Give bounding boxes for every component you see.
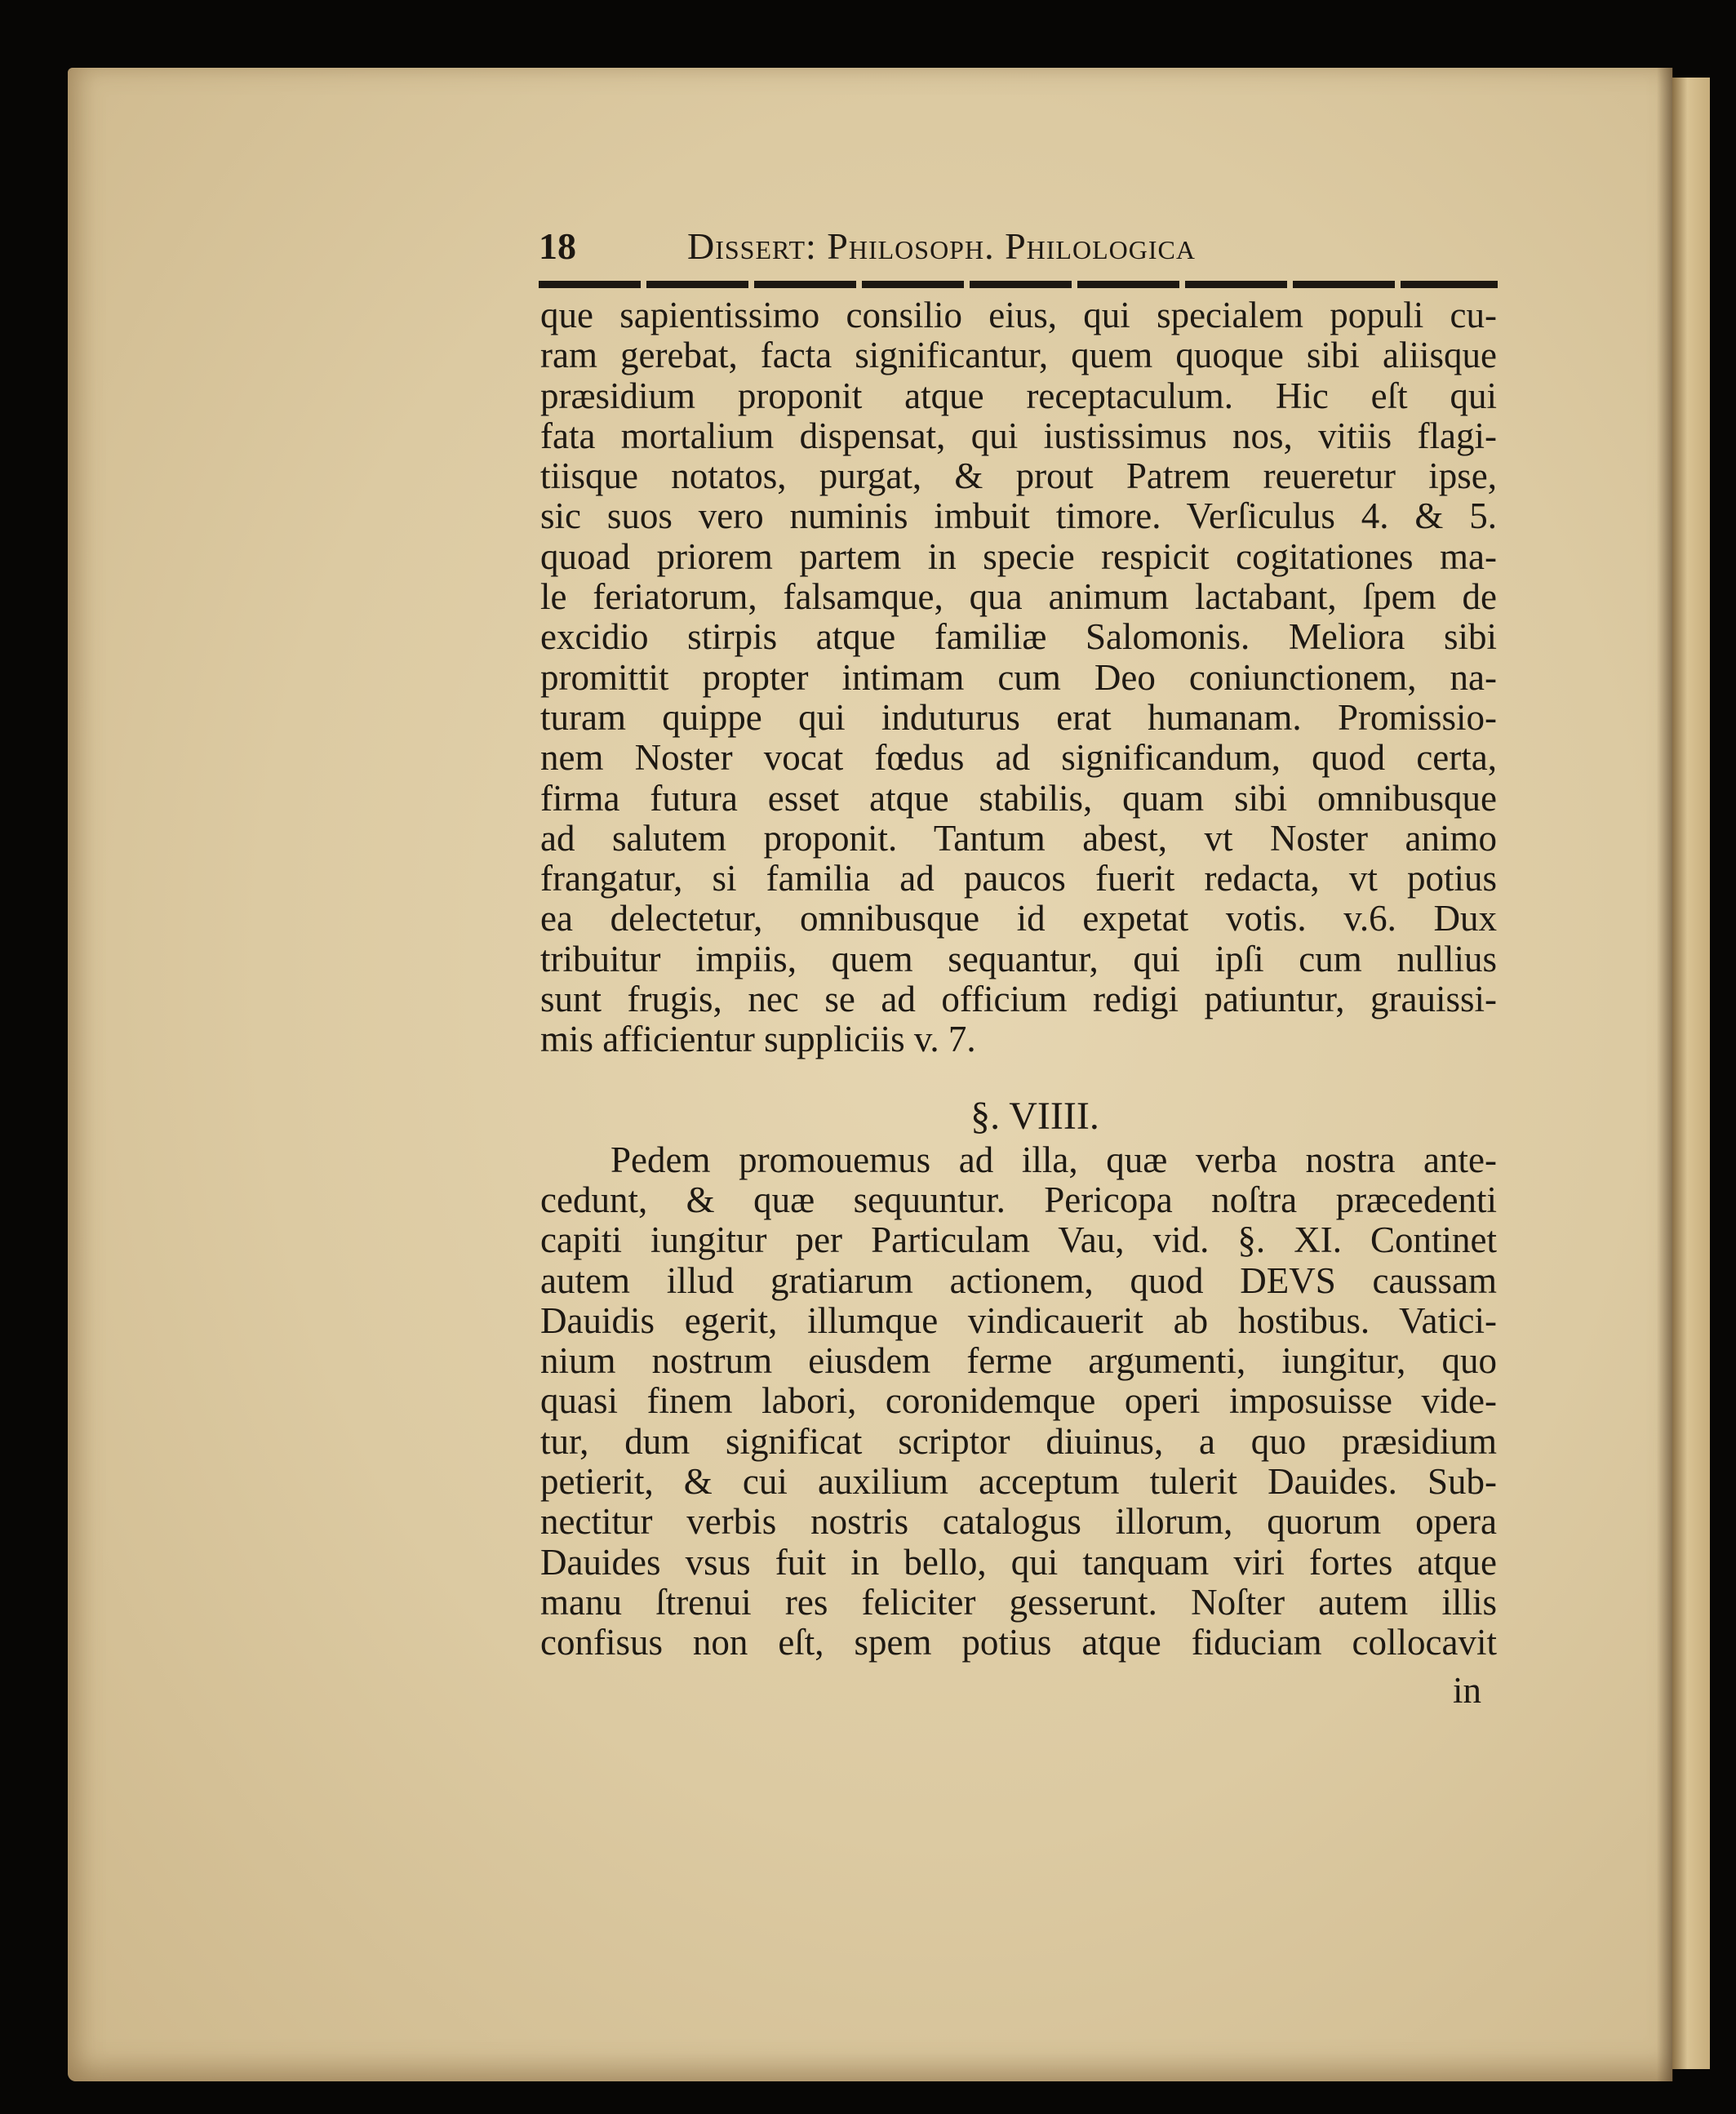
text-line: fata mortalium dispensat, qui iustissimus nos, vitiis flagi- <box>540 415 1497 456</box>
text-line: quoad priorem partem in specie respicit cogitationes ma- <box>540 535 1497 577</box>
text-line: Pedem promouemus ad illa, quæ verba nostra ante- <box>610 1139 1497 1180</box>
text-line: promittit propter intimam cum Deo coniunctionem, na- <box>540 656 1497 698</box>
text-line: le feriatorum, falsamque, qua animum lactabant, ſpem de <box>540 576 1497 618</box>
text-line: autem illud gratiarum actionem, quod DEVS caussam <box>540 1259 1497 1301</box>
text-line: cedunt, & quæ sequuntur. Pericopa noſtra præcedenti <box>540 1179 1497 1220</box>
text-line: manu ſtrenui res feliciter gesserunt. Noſter autem illis <box>540 1581 1497 1623</box>
text-line: tiisque notatos, purgat, & prout Patrem reueretur ipse, <box>540 455 1497 497</box>
text-line: præsidium proponit atque receptaculum. Hic eſt qui <box>540 375 1497 416</box>
text-line: nectitur verbis nostris catalogus illorum, quorum opera <box>540 1501 1497 1543</box>
text-line: nium nostrum eiusdem ferme argumenti, iungitur, quo <box>540 1340 1497 1382</box>
text-line: sunt frugis, nec se ad officium redigi patiuntur, grauissi- <box>540 979 1497 1020</box>
text-line: nem Noster vocat fœdus ad significandum, quod certa, <box>540 737 1497 779</box>
text-line: Dauidis egerit, illumque vindicauerit ab hostibus. Vatici- <box>540 1299 1497 1341</box>
text-line: sic suos vero numinis imbuit timore. Verſiculus 4. & 5. <box>540 495 1497 537</box>
text-line: tur, dum significat scriptor diuinus, a quo præsidium <box>540 1420 1497 1462</box>
text-line: Dauides vsus fuit in bello, qui tanquam viri fortes atque <box>540 1541 1497 1583</box>
running-header <box>539 224 1498 273</box>
page-number: 18 <box>539 225 576 267</box>
facing-page-edge <box>1672 78 1710 2069</box>
running-title: Dissert: Philosoph. Philologica <box>687 225 1196 267</box>
text-line: capiti iungitur per Particulam Vau, vid. §. XI. Continet <box>540 1219 1497 1261</box>
text-line: turam quippe qui induturus erat humanam. Promissio- <box>540 696 1497 738</box>
body-text <box>540 295 1497 1663</box>
text-line: excidio stirpis atque familiæ Salomonis. Meliora sibi <box>540 616 1497 658</box>
text-line: ad salutem proponit. Tantum abest, vt Noster animo <box>540 817 1497 859</box>
page-gutter-shadow <box>1657 68 1673 2081</box>
text-line: ram gerebat, facta significantur, quem quoque sibi aliisque <box>540 335 1497 376</box>
text-line: confisus non eſt, spem potius atque fiduciam collocavit <box>540 1622 1497 1663</box>
header-rule <box>539 281 1498 288</box>
text-line: frangatur, si familia ad paucos fuerit redacta, vt potius <box>540 858 1497 899</box>
text-line: quasi finem labori, coronidemque operi imposuisse vide- <box>540 1380 1497 1422</box>
text-line: que sapientissimo consilio eius, qui specialem populi cu- <box>540 295 1497 335</box>
text-line: petierit, & cui auxilium acceptum tulerit Dauides. Sub- <box>540 1461 1497 1503</box>
paragraph-1 <box>540 295 1497 1060</box>
text-line: mis afficientur suppliciis v. 7. <box>540 1019 976 1060</box>
catchword: in <box>1453 1670 1482 1711</box>
text-line: ea delectetur, omnibusque id expetat votis. v.6. Dux <box>540 898 1497 939</box>
paragraph-2 <box>540 1140 1497 1663</box>
text-line: firma futura esset atque stabilis, quam sibi omnibusque <box>540 777 1497 819</box>
section-heading: §. VIIII. <box>970 1094 1099 1138</box>
text-line: tribuitur impiis, quem sequantur, qui ipſi cum nullius <box>540 938 1497 979</box>
